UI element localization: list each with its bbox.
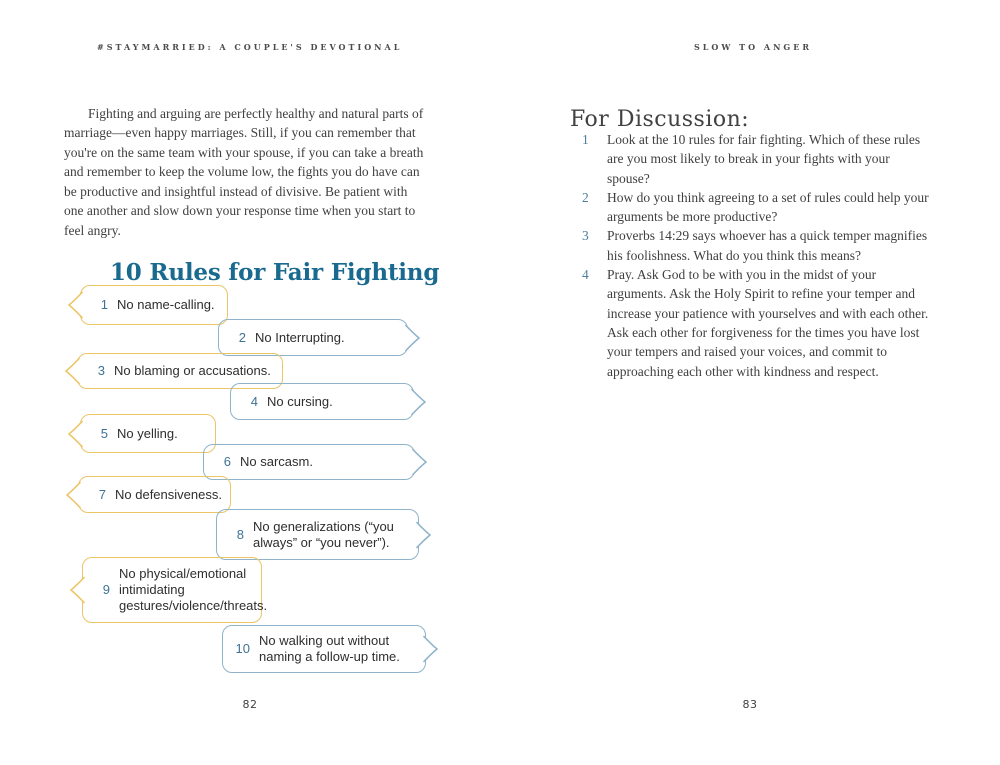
rule-bubble-7 bbox=[78, 476, 231, 513]
rule-text: No defensiveness. bbox=[115, 486, 222, 502]
speech-tail-icon bbox=[405, 324, 420, 352]
page-number-left: 82 bbox=[242, 698, 258, 711]
rule-number: 1 bbox=[100, 297, 108, 312]
running-header-left: #STAYMARRIED: A COUPLE'S DEVOTIONAL bbox=[97, 42, 403, 52]
item-text: Pray. Ask God to be with you in the midst of your arguments. Ask the Holy Spirit to refine your temper and increase your patience with yourselves and with each other. Ask each other for forgiveness for the times you have lost your tempers and raised your voices, and commit to approaching each other with kindness and respect. bbox=[607, 267, 929, 379]
item-text: How do you think agreeing to a set of rules could help your arguments be more productive? bbox=[607, 189, 929, 225]
speech-tail-icon bbox=[423, 635, 438, 663]
rule-number: 9 bbox=[102, 582, 110, 597]
discussion-item-1 bbox=[582, 130, 934, 188]
rule-text: No blaming or accusations. bbox=[114, 363, 271, 378]
running-header-right: SLOW TO ANGER bbox=[694, 42, 812, 52]
discussion-item-2 bbox=[582, 188, 934, 227]
rule-text: No sarcasm. bbox=[240, 454, 313, 469]
rule-text: No name-calling. bbox=[117, 297, 215, 312]
speech-tail-icon bbox=[70, 576, 85, 604]
speech-tail-icon bbox=[68, 291, 83, 319]
discussion-list bbox=[582, 130, 934, 381]
speech-tail-icon bbox=[65, 357, 80, 385]
rule-number: 8 bbox=[236, 526, 244, 542]
rules-section-heading: 10 Rules for Fair Fighting bbox=[110, 259, 440, 287]
rule-number: 4 bbox=[250, 393, 258, 409]
rule-number: 10 bbox=[235, 641, 250, 656]
item-number: 3 bbox=[582, 228, 589, 244]
rule-bubble-10 bbox=[222, 625, 426, 673]
rule-text: No physical/emotional intimidating gestures/violence/threats. bbox=[119, 566, 268, 613]
speech-tail-icon bbox=[68, 420, 83, 448]
speech-tail-icon bbox=[412, 448, 427, 476]
item-number: 4 bbox=[582, 267, 589, 283]
rule-bubble-6 bbox=[203, 444, 415, 480]
rule-bubble-8 bbox=[216, 509, 419, 560]
rule-text: No yelling. bbox=[117, 425, 178, 441]
rule-bubble-1 bbox=[80, 285, 228, 325]
discussion-item-4 bbox=[582, 265, 934, 381]
item-number: 1 bbox=[582, 132, 589, 147]
rule-bubble-5 bbox=[80, 414, 216, 453]
item-text: Proverbs 14:29 says whoever has a quick temper magnifies his foolishness. What do you think this means? bbox=[607, 228, 928, 263]
rule-number: 5 bbox=[100, 425, 108, 441]
rule-bubble-9 bbox=[82, 557, 268, 623]
intro-paragraph: Fighting and arguing are perfectly healthy and natural parts of marriage—even happy marriages. Still, if you can remember that you're on the same team with your spouse, if you can take a breath and remember to keep the volume low, the fights you do have can be productive and insightful instead of divisive. Be patient with one another and slow down your response time when you start to feel angry. bbox=[64, 105, 424, 238]
rule-number: 6 bbox=[223, 454, 231, 469]
speech-tail-icon bbox=[416, 521, 431, 549]
page-number-right: 83 bbox=[742, 698, 758, 711]
item-number: 2 bbox=[582, 189, 589, 205]
discussion-item-3 bbox=[582, 226, 934, 265]
discussion-heading: For Discussion: bbox=[570, 107, 750, 132]
rule-text: No generalizations (“you always” or “you never”). bbox=[253, 518, 394, 550]
item-text: Look at the 10 rules for fair fighting. Which of these rules are you most likely to break in your fights with your spouse? bbox=[607, 132, 921, 186]
rule-number: 2 bbox=[238, 329, 246, 345]
speech-tail-icon bbox=[411, 388, 426, 416]
rule-text: No walking out without naming a follow-up time. bbox=[259, 633, 400, 664]
rule-number: 3 bbox=[97, 363, 105, 378]
rule-bubble-2 bbox=[218, 319, 408, 356]
rule-bubble-4 bbox=[230, 383, 414, 420]
rule-number: 7 bbox=[98, 486, 106, 502]
speech-tail-icon bbox=[66, 481, 81, 509]
rule-text: No cursing. bbox=[267, 393, 333, 409]
rule-text: No Interrupting. bbox=[255, 329, 345, 345]
